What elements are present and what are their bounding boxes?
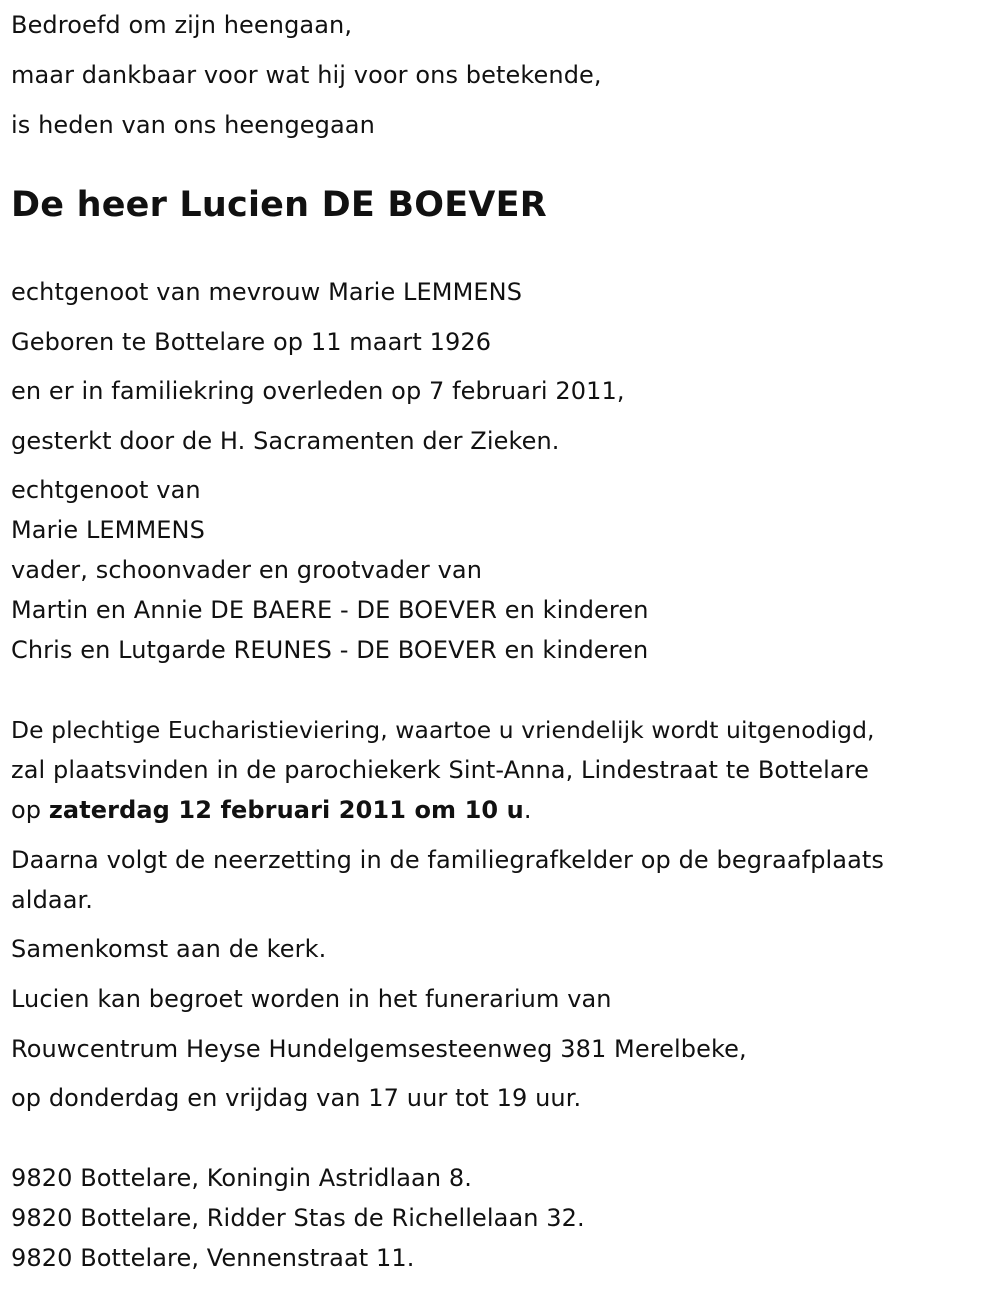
- intro-line-3: is heden van ons heengegaan: [11, 111, 375, 139]
- burial-line-2: aldaar.: [11, 886, 94, 914]
- ceremony-prefix: op: [11, 796, 49, 824]
- family-line-1: echtgenoot van: [11, 476, 201, 504]
- burial-line-1: Daarna volgt de neerzetting in de familiegrafkelder op de begraafplaats: [11, 846, 885, 874]
- family-line-3: vader, schoonvader en grootvader van: [11, 556, 483, 584]
- ceremony-line-1: De plechtige Eucharistieviering, waartoe u vriendelijk wordt uitgenodigd,: [11, 716, 875, 744]
- intro-line-2: maar dankbaar voor wat hij voor ons betekende,: [11, 61, 602, 89]
- family-line-5: Chris en Lutgarde REUNES - DE BOEVER en kinderen: [11, 636, 649, 664]
- deceased-title: De heer Lucien DE BOEVER: [11, 185, 547, 225]
- detail-birth: Geboren te Bottelare op 11 maart 1926: [11, 328, 492, 356]
- ceremony-date: zaterdag 12 februari 2011 om 10 u: [48, 796, 524, 824]
- viewing-line-3: op donderdag en vrijdag van 17 uur tot 19 uur.: [11, 1084, 582, 1112]
- viewing-line-2: Rouwcentrum Heyse Hundelgemsesteenweg 381 Merelbeke,: [11, 1035, 747, 1063]
- family-line-2: Marie LEMMENS: [11, 516, 205, 544]
- detail-spouse: echtgenoot van mevrouw Marie LEMMENS: [11, 278, 523, 306]
- ceremony-suffix: .: [523, 796, 532, 824]
- ceremony-line-3: [11, 795, 532, 825]
- address-line-1: 9820 Bottelare, Koningin Astridlaan 8.: [11, 1164, 472, 1192]
- detail-death: en er in familiekring overleden op 7 februari 2011,: [11, 377, 625, 405]
- intro-line-1: Bedroefd om zijn heengaan,: [11, 11, 353, 39]
- ceremony-line-2: zal plaatsvinden in de parochiekerk Sint-Anna, Lindestraat te Bottelare: [11, 756, 869, 784]
- detail-sacraments: gesterkt door de H. Sacramenten der Zieken.: [11, 427, 560, 455]
- viewing-line-1: Lucien kan begroet worden in het funerarium van: [11, 985, 612, 1013]
- address-line-3: 9820 Bottelare, Vennenstraat 11.: [11, 1244, 415, 1272]
- family-line-4: Martin en Annie DE BAERE - DE BOEVER en kinderen: [11, 596, 649, 624]
- gathering-line: Samenkomst aan de kerk.: [11, 935, 327, 963]
- address-line-2: 9820 Bottelare, Ridder Stas de Richellelaan 32.: [11, 1204, 585, 1232]
